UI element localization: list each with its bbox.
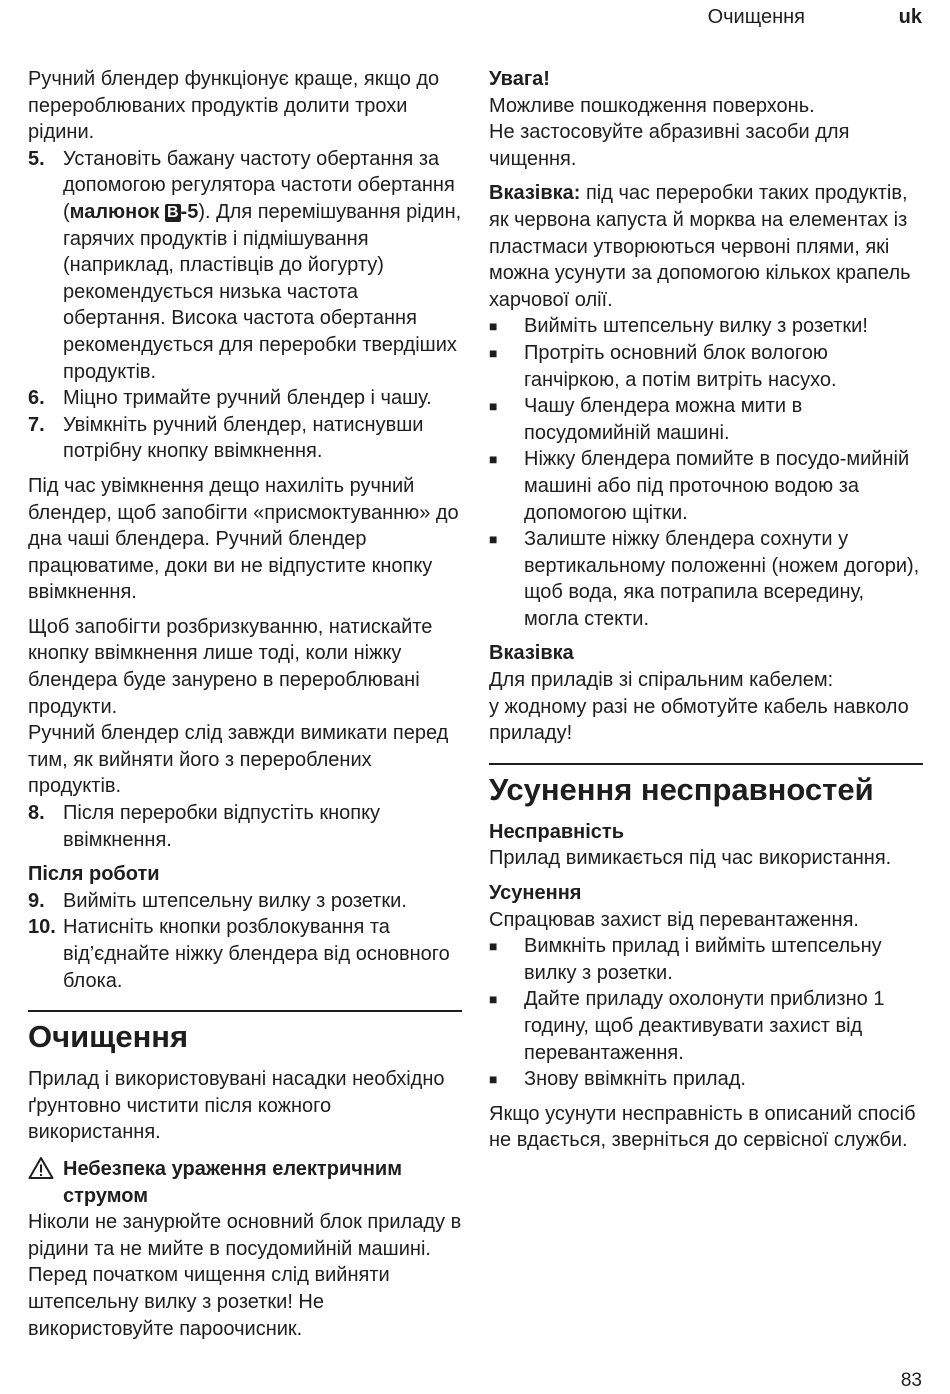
step-10 xyxy=(28,914,462,994)
bullet-square-icon: ■ xyxy=(489,991,498,1008)
step-text-part: ). Для перемішування рідин, гарячих продуктів і підмішування (наприклад, пластівців до йогурту) рекомендується низька частота обертання. Висока частота обертання рекомендується для переробки твердіших продуктів. xyxy=(63,200,462,383)
step-text: Після переробки відпустіть кнопку ввімкнення. xyxy=(63,802,381,851)
remedy-heading: Усунення xyxy=(489,882,582,905)
splash-paragraph: Щоб запобігти розбризкуванню, натискайте кнопку ввімкнення лише тоді, коли ніжку блендера буде занурено в перероблювані продукти. xyxy=(28,615,433,718)
remedy-steps-list xyxy=(489,933,923,1093)
list-item-text: Залиште ніжку блендера сохнути у вертикальному положенні (ножем догори), щоб вода, яка потрапила всередину, могла стекти. xyxy=(524,528,920,630)
page-number: 83 xyxy=(900,1370,922,1391)
note-text: під час переробки таких продуктів, як червона капуста й морква на елементах із пластмаси утворюються червоні плями, які можна усунути за допомогою кількох крапель харчової олії. xyxy=(489,182,911,311)
intro-paragraph: Ручний блендер функціонує краще, якщо до перероблюваних продуктів долити трохи рідини. xyxy=(28,68,440,144)
section-divider xyxy=(28,1010,462,1056)
step-5 xyxy=(28,146,462,385)
bullet-square-icon: ■ xyxy=(489,1071,498,1088)
step-number: 7. xyxy=(28,413,45,436)
after-use-heading: Після роботи xyxy=(28,863,160,886)
step-9 xyxy=(28,888,462,915)
attention-line: Можливе пошкодження поверхонь. xyxy=(489,94,815,117)
fault-text: Прилад вимикається під час використання. xyxy=(489,847,892,870)
note-paragraph xyxy=(489,180,923,313)
step-number: 5. xyxy=(28,147,45,170)
running-header-section: Очищення xyxy=(707,6,805,28)
bullet-square-icon: ■ xyxy=(489,451,498,468)
step-text-part: Установіть бажану частоту обертання за допомогою регулятора частоти обертання ( xyxy=(63,147,455,223)
list-item xyxy=(489,340,923,393)
running-header-language: uk xyxy=(898,6,922,28)
figure-ref-label: малюнок xyxy=(69,200,160,223)
switch-off-paragraph: Ручний блендер слід завжди вимикати перед тим, як вийняти його з перероблених продуктів. xyxy=(28,722,449,798)
step-number: 10. xyxy=(28,916,56,939)
step-text: Натисніть кнопки розблокування та від’єднайте ніжку блендера від основного блока. xyxy=(63,916,450,992)
bullet-square-icon: ■ xyxy=(489,398,498,415)
cleaning-section-title: Очищення xyxy=(28,1019,189,1055)
service-paragraph: Якщо усунути несправність в описаний спосіб не вдається, зверніться до сервісної служби. xyxy=(489,1102,916,1152)
cleaning-intro: Прилад і використовувані насадки необхідно ґрунтовно чистити після кожного використання. xyxy=(28,1068,445,1144)
list-item xyxy=(489,393,923,446)
right-column xyxy=(489,66,923,1162)
list-item-text: Дайте приладу охолонути приблизно 1 годину, щоб деактивувати захист від перевантаження. xyxy=(524,988,885,1064)
list-item-text: Знову ввімкніть прилад. xyxy=(524,1068,746,1091)
bullet-square-icon: ■ xyxy=(489,531,498,548)
figure-ref-number: -5 xyxy=(180,200,199,223)
step-text: Вийміть штепсельну вилку з розетки. xyxy=(63,889,407,912)
step-number: 9. xyxy=(28,889,45,912)
note-line: у жодному разі не обмотуйте кабель навколо приладу! xyxy=(489,695,909,745)
note-line: Для приладів зі спіральним кабелем: xyxy=(489,669,834,692)
cleaning-steps-list xyxy=(489,313,923,632)
figure-ref xyxy=(70,201,199,223)
bullet-square-icon: ■ xyxy=(489,318,498,335)
list-item-text: Вимкніть прилад і вийміть штепсельну вилку з розетки. xyxy=(524,935,882,984)
remedy-text: Спрацював захист від перевантаження. xyxy=(489,908,859,931)
section-divider xyxy=(489,763,923,809)
tilt-paragraph: Під час увімкнення дещо нахиліть ручний блендер, щоб запобігти «присмоктуванню» до дна чаші блендера. Ручний блендер працюватиме, доки ви не відпустите кнопку ввімкнення. xyxy=(28,474,459,604)
fault-heading: Несправність xyxy=(489,820,624,843)
list-item xyxy=(489,1066,923,1093)
step-text: Міцно тримайте ручний блендер і чашу. xyxy=(63,387,432,410)
list-item xyxy=(489,526,923,632)
step-text xyxy=(63,146,462,385)
attention-heading: Увага! xyxy=(489,68,550,90)
attention-line: Не застосовуйте абразивні засоби для чищення. xyxy=(489,121,850,170)
step-8 xyxy=(28,800,462,853)
step-number: 6. xyxy=(28,387,45,410)
note-label: Вказівка: xyxy=(489,182,581,205)
danger-heading-text: Небезпека ураження електричним струмом xyxy=(63,1157,403,1207)
list-item-text: Протріть основний блок вологою ганчіркою, а потім витріть насухо. xyxy=(524,341,837,391)
troubleshooting-section-title: Усунення несправностей xyxy=(489,771,874,807)
step-7 xyxy=(28,412,462,465)
list-item-text: Ніжку блендера помийте в посудо-мийній машині або під проточною водою за допомогою щітки. xyxy=(524,448,910,524)
left-column xyxy=(28,66,462,1350)
list-item-text: Чашу блендера можна мити в посудомийній машині. xyxy=(524,395,803,444)
danger-text: Ніколи не занурюйте основний блок приладу в рідини та не мийте в посудомийній машині. Перед початком чищення слід вийняти штепсельну вилку з розетки! Не використовуйте пароочисник. xyxy=(28,1211,462,1340)
bullet-square-icon: ■ xyxy=(489,938,498,955)
list-item xyxy=(489,313,923,340)
step-number: 8. xyxy=(28,802,45,825)
list-item xyxy=(489,933,923,986)
list-item-text: Вийміть штепсельну вилку з розетки! xyxy=(524,315,868,338)
list-item xyxy=(489,986,923,1066)
list-item xyxy=(489,446,923,526)
figure-letter-box: B xyxy=(166,203,179,221)
warning-triangle-icon xyxy=(28,1156,63,1209)
danger-heading xyxy=(28,1156,462,1209)
note-heading: Вказівка xyxy=(489,642,574,665)
step-6 xyxy=(28,385,462,412)
step-text: Увімкніть ручний блендер, натиснувши потрібну кнопку ввімкнення. xyxy=(63,413,424,463)
bullet-square-icon: ■ xyxy=(489,344,498,361)
